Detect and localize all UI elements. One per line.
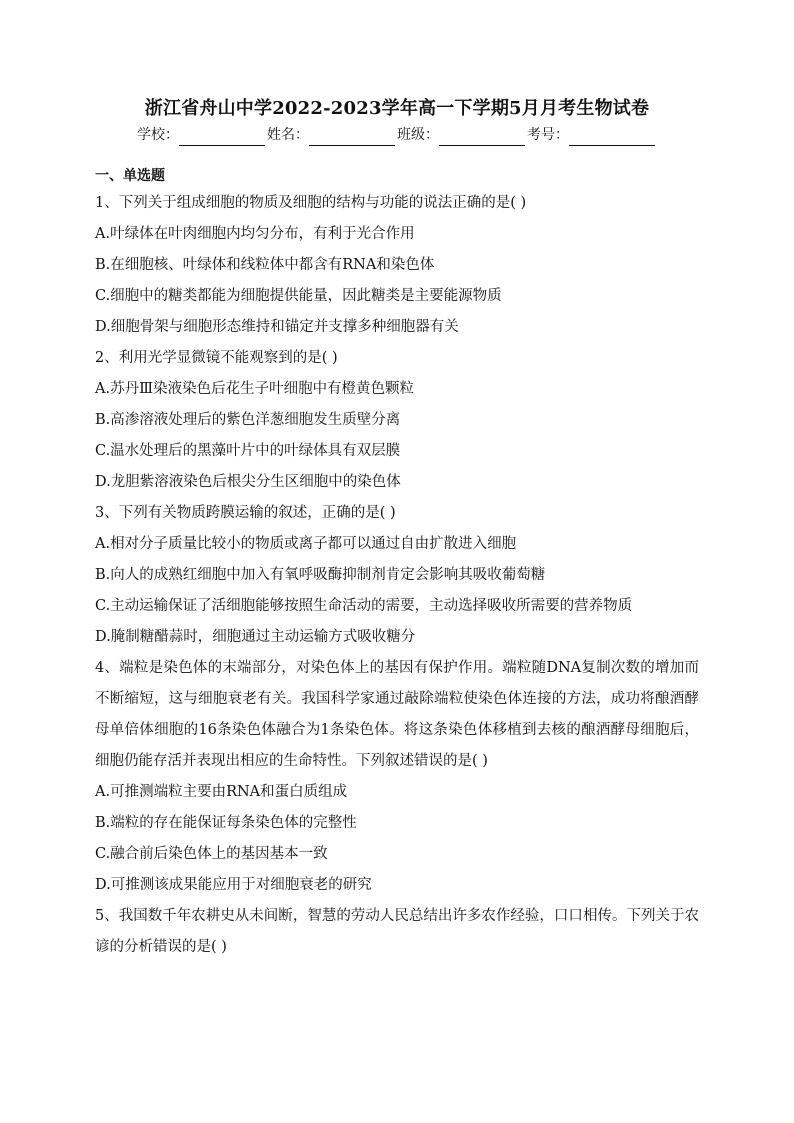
info-field-school [137, 124, 267, 146]
question-text: 2、利用光学显微镜不能观察到的是( ) [95, 350, 338, 366]
question-5 [95, 901, 699, 963]
info-field-class [397, 124, 527, 146]
question-2 [95, 343, 699, 498]
info-field-name [267, 124, 397, 146]
question-text: 4、端粒是染色体的末端部分，对染色体上的基因有保护作用。端粒随DNA复制次数的增加而不断缩短，这与细胞衰老有关。我国科学家通过敲除端粒使染色体连接的方法，成功将酿酒酵母单倍体细胞的16条染色体融合为1条染色体。将这条染色体移植到去核的酿酒酵母细胞后，细胞仍能存活并表现出相应的生命特性。下列叙述错误的是( ) [95, 660, 699, 769]
option-d: D.龙胆紫溶液染色后根尖分生区细胞中的染色体 [95, 474, 401, 490]
option-c: C.细胞中的糖类都能为细胞提供能量，因此糖类是主要能源物质 [95, 288, 502, 304]
question-4 [95, 653, 699, 901]
option-d: D.腌制糖醋蒜时，细胞通过主动运输方式吸收糖分 [95, 629, 416, 645]
question-text: 3、下列有关物质跨膜运输的叙述，正确的是( ) [95, 505, 396, 521]
option-c: C.融合前后染色体上的基因基本一致 [95, 846, 328, 862]
option-b: B.在细胞核、叶绿体和线粒体中都含有RNA和染色体 [95, 257, 435, 273]
section-heading: 一、单选题 [95, 168, 165, 184]
option-b: B.高渗溶液处理后的紫色洋葱细胞发生质壁分离 [95, 412, 401, 428]
option-b: B.向人的成熟红细胞中加入有氧呼吸酶抑制剂肯定会影响其吸收葡萄糖 [95, 567, 546, 583]
exam-number-blank [569, 129, 655, 146]
info-field-exam-number [527, 124, 657, 146]
question-3 [95, 498, 699, 653]
page-title: 浙江省舟山中学2022-2023学年高一下学期5月月考生物试卷 [144, 98, 650, 119]
class-blank [439, 129, 525, 146]
option-a: A.苏丹Ⅲ染液染色后花生子叶细胞中有橙黄色颗粒 [95, 381, 415, 397]
info-label: 学校： [137, 127, 179, 143]
question-text: 5、我国数千年农耕史从未间断，智慧的劳动人民总结出许多农作经验，口口相传。下列关于农谚的分析错误的是( ) [95, 908, 699, 955]
option-d: D.细胞骨架与细胞形态维持和锚定并支撑多种细胞器有关 [95, 319, 459, 335]
option-c: C.温水处理后的黑藻叶片中的叶绿体具有双层膜 [95, 443, 401, 459]
option-a: A.相对分子质量比较小的物质或离子都可以通过自由扩散进入细胞 [95, 536, 517, 552]
question-text: 1、下列关于组成细胞的物质及细胞的结构与功能的说法正确的是( ) [95, 195, 527, 211]
info-label: 班级： [397, 127, 439, 143]
info-label: 考号： [527, 127, 569, 143]
question-1 [95, 188, 699, 343]
option-a: A.叶绿体在叶肉细胞内均匀分布，有利于光合作用 [95, 226, 415, 242]
info-label: 姓名： [267, 127, 309, 143]
option-a: A.可推测端粒主要由RNA和蛋白质组成 [95, 784, 348, 800]
option-d: D.可推测该成果能应用于对细胞衰老的研究 [95, 877, 372, 893]
student-info-row [95, 124, 699, 146]
option-c: C.主动运输保证了活细胞能够按照生命活动的需要，主动选择吸收所需要的营养物质 [95, 598, 633, 614]
option-b: B.端粒的存在能保证每条染色体的完整性 [95, 815, 357, 831]
school-blank [179, 129, 265, 146]
question-list [95, 188, 699, 963]
name-blank [309, 129, 395, 146]
